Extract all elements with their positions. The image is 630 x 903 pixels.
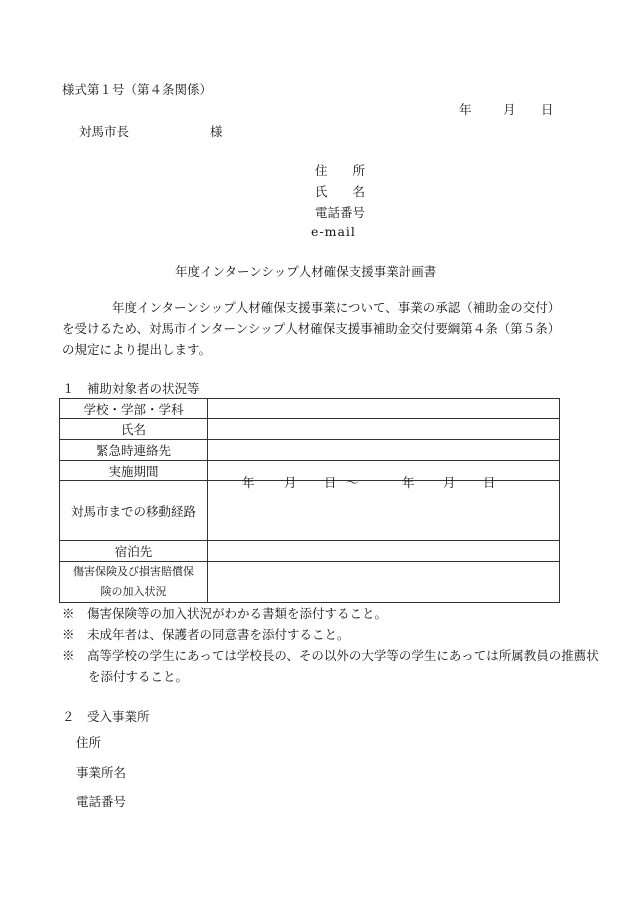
applicant-email-label: e-mail	[311, 224, 356, 239]
date-month: 月	[503, 102, 516, 117]
row-label-school: 学校・学部・学科	[60, 399, 208, 419]
row-value-lodging[interactable]	[208, 541, 560, 562]
document-title: 年度インターンシップ人材確保支援事業計画書	[175, 264, 437, 279]
addressee-honorific: 様	[210, 124, 223, 139]
row-value-emergency[interactable]	[208, 440, 560, 461]
addressee-name: 対馬市長	[79, 124, 130, 139]
date-year: 年	[459, 102, 472, 117]
section2-address-label: 住所	[76, 735, 102, 750]
period-start-day: 日	[324, 474, 337, 490]
row-value-insurance[interactable]	[208, 562, 560, 603]
applicant-status-table	[59, 398, 560, 603]
form-number: 様式第１号（第４条関係）	[62, 82, 213, 97]
applicant-address-label: 住 所	[315, 163, 366, 178]
table-row	[60, 461, 560, 481]
row-value-school[interactable]	[208, 399, 560, 419]
insurance-label-line1: 傷害保険及び損害賠償保	[73, 565, 194, 578]
table-row	[60, 440, 560, 461]
period-start-year: 年	[242, 474, 255, 490]
row-value-route[interactable]	[208, 481, 560, 541]
table-row	[60, 562, 560, 603]
row-label-name: 氏名	[60, 419, 208, 440]
row-label-lodging: 宿泊先	[60, 541, 208, 562]
insurance-label-line2: 険の加入状況	[100, 585, 167, 598]
table-row	[60, 419, 560, 440]
row-label-insurance	[60, 562, 208, 603]
row-label-period: 実施期間	[60, 461, 208, 481]
row-label-emergency: 緊急時連絡先	[60, 440, 208, 461]
period-tilde: ～	[346, 474, 359, 490]
period-start-month: 月	[284, 474, 297, 490]
section2-office-label: 事業所名	[76, 765, 127, 780]
intro-paragraph: 年度インターンシップ人材確保支援事業について、事業の承認（補助金の交付）を受けるため、対馬市インターンシップ人材確保支援事補助金交付要綱第４条（第５条）の規定により提出します。	[62, 300, 561, 357]
note-recommendation: ※ 高等学校の学生にあっては学校長の、その以外の大学等の学生にあっては所属教員の推薦状を添付すること。	[62, 648, 599, 684]
date-day: 日	[541, 102, 554, 117]
applicant-name-label: 氏 名	[315, 184, 366, 199]
applicant-phone-label: 電話番号	[315, 205, 366, 220]
table-row	[60, 541, 560, 562]
row-value-name[interactable]	[208, 419, 560, 440]
note-insurance: ※ 傷害保険等の加入状況がわかる書類を添付すること。	[62, 606, 388, 621]
row-value-period[interactable]	[208, 461, 560, 490]
period-end-day: 日	[483, 474, 496, 490]
period-end-month: 月	[443, 474, 456, 490]
section1-heading: １ 補助対象者の状況等	[62, 381, 200, 396]
section2-phone-label: 電話番号	[76, 794, 127, 809]
table-row	[60, 399, 560, 419]
note-minor: ※ 未成年者は、保護者の同意書を添付すること。	[62, 627, 350, 642]
period-end-year: 年	[402, 474, 415, 490]
row-label-route: 対馬市までの移動経路	[60, 481, 208, 541]
section2-heading: ２ 受入事業所	[62, 709, 150, 724]
